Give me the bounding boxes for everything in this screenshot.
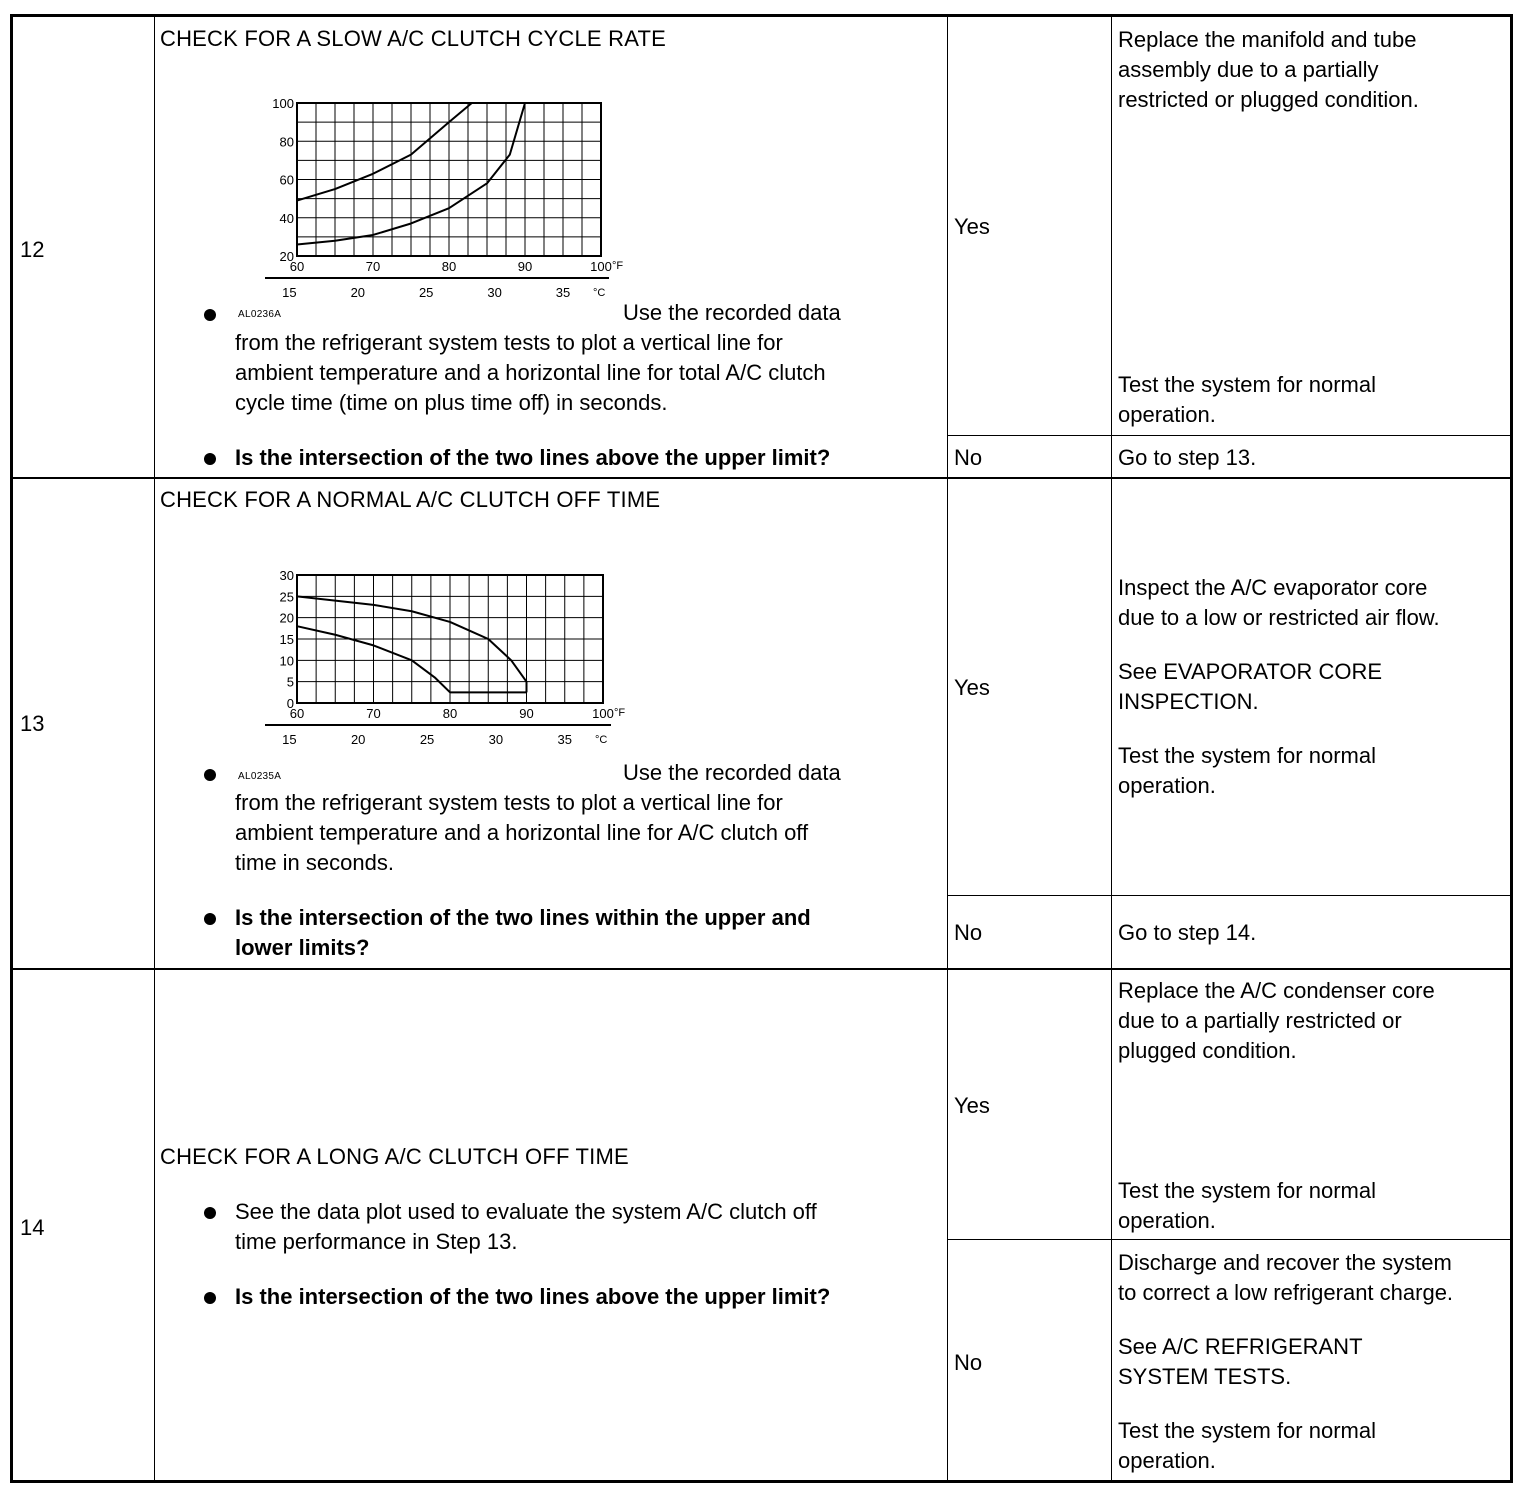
x-tick-label-f: 70	[366, 706, 381, 721]
step-number: 14	[20, 1215, 45, 1240]
question-line: Is the intersection of the two lines within the upper and	[235, 905, 811, 930]
y-tick-label: 60	[279, 172, 294, 188]
yes-label: Yes	[954, 214, 990, 239]
figure-id: AL0235A	[238, 771, 282, 782]
bullet	[204, 769, 216, 781]
yes-no-divider-14	[947, 1239, 1510, 1240]
y-tick-label: 30	[279, 568, 294, 583]
see-reference-line: INSPECTION.	[1118, 689, 1259, 714]
x-tick-label-c: 20	[350, 732, 366, 747]
x-tick-label-f: 60	[289, 706, 305, 721]
yes-action-line: Replace the manifold and tube	[1118, 27, 1417, 52]
series-line-upper-limit	[297, 103, 502, 201]
yes-action-line: plugged condition.	[1118, 1038, 1297, 1063]
step-question: Is the intersection of the two lines above the upper limit?	[235, 445, 831, 470]
x-unit-c: °C	[595, 734, 608, 746]
yes-action	[1118, 25, 1419, 115]
x-unit-f: °F	[614, 707, 626, 719]
yes-test-line: Test the system for normal	[1118, 372, 1376, 397]
no-action	[1118, 1248, 1453, 1476]
x-tick-label-f: 90	[517, 259, 533, 274]
bullet	[204, 309, 216, 321]
yes-test	[1118, 1176, 1376, 1236]
instruction-line: cycle time (time on plus time off) in seconds.	[235, 390, 668, 415]
y-tick-label: 40	[279, 210, 294, 226]
yes-action	[1118, 976, 1435, 1066]
normal-clutch-off-chart	[247, 568, 626, 749]
no-action-line: Discharge and recover the system	[1118, 1250, 1452, 1275]
yes-test-line: Test the system for normal	[1118, 1178, 1376, 1203]
col-divider-3	[1111, 17, 1112, 1480]
yes-action-line: Replace the A/C condenser core	[1118, 978, 1435, 1003]
yes-action-line: assembly due to a partially	[1118, 57, 1379, 82]
x-tick-label-f: 100	[590, 259, 612, 274]
slow-clutch-cycle-chart	[247, 96, 624, 309]
instruction-text	[235, 328, 925, 418]
x-tick-label-f: 60	[289, 259, 305, 274]
step-question	[235, 903, 925, 963]
yes-test-line: Test the system for normal	[1118, 743, 1376, 768]
instruction-line: from the refrigerant system tests to plot a vertical line for	[235, 790, 783, 815]
no-label: No	[954, 445, 983, 470]
x-tick-label-c: 15	[282, 732, 297, 747]
yes-action-line: due to a partially restricted or	[1118, 1008, 1402, 1033]
instruction-line-1: Use the recorded data	[623, 760, 841, 785]
step-number: 12	[20, 237, 45, 262]
see-reference-line: SYSTEM TESTS.	[1118, 1364, 1292, 1389]
step-title: CHECK FOR A NORMAL A/C CLUTCH OFF TIME	[160, 487, 661, 512]
x-unit-f: °F	[612, 260, 624, 272]
y-tick-label: 100	[272, 96, 294, 111]
y-tick-label: 15	[279, 632, 294, 647]
diagnostic-table	[10, 14, 1513, 1483]
figure-id: AL0236A	[238, 309, 282, 320]
no-action-line: to correct a low refrigerant charge.	[1118, 1280, 1454, 1305]
x-tick-label-c: 30	[488, 732, 504, 747]
x-tick-label-f: 80	[441, 259, 457, 274]
y-tick-label: 80	[279, 134, 294, 150]
see-reference-line: See EVAPORATOR CORE	[1118, 659, 1383, 684]
bullet	[204, 453, 216, 465]
x-tick-label-f: 100	[592, 706, 614, 721]
y-tick-label: 20	[279, 610, 294, 626]
question-line: lower limits?	[235, 935, 370, 960]
bullet	[204, 1292, 216, 1304]
x-tick-label-f: 80	[442, 706, 458, 721]
instruction-line-1: Use the recorded data	[623, 300, 841, 325]
instruction-line: See the data plot used to evaluate the system A/C clutch off	[235, 1199, 817, 1224]
instruction-line: ambient temperature and a horizontal line for total A/C clutch	[235, 360, 826, 385]
x-tick-label-c: 25	[418, 285, 434, 300]
step-title: CHECK FOR A LONG A/C CLUTCH OFF TIME	[160, 1144, 629, 1169]
yes-test-line: operation.	[1118, 1208, 1216, 1233]
no-test-line: operation.	[1118, 1448, 1216, 1473]
step-number: 13	[20, 711, 45, 736]
no-label: No	[954, 920, 983, 945]
no-test-line: Test the system for normal	[1118, 1418, 1376, 1443]
yes-action-line: due to a low or restricted air flow.	[1118, 605, 1440, 630]
x-tick-label-c: 35	[555, 285, 571, 300]
yes-test-line: operation.	[1118, 773, 1216, 798]
instruction-line: time in seconds.	[235, 850, 394, 875]
instruction-text	[235, 788, 925, 878]
y-tick-label: 0	[286, 696, 294, 711]
x-tick-label-f: 90	[519, 706, 534, 721]
col-divider-2	[947, 17, 948, 1480]
x-tick-label-c: 30	[487, 285, 502, 300]
y-tick-label: 25	[279, 589, 294, 605]
yes-no-divider-13	[947, 895, 1510, 896]
y-tick-label: 5	[286, 674, 294, 690]
bullet	[204, 1207, 216, 1219]
yes-test	[1118, 370, 1376, 430]
y-tick-label: 20	[279, 249, 294, 264]
see-reference-line: See A/C REFRIGERANT	[1118, 1334, 1363, 1359]
row-divider-13-14	[13, 968, 1510, 970]
no-action: Go to step 14.	[1118, 920, 1257, 945]
x-tick-label-f: 70	[365, 259, 381, 274]
yes-action	[1118, 573, 1440, 801]
instruction-line: time performance in Step 13.	[235, 1229, 518, 1254]
instruction-line: ambient temperature and a horizontal line for A/C clutch off	[235, 820, 809, 845]
no-action: Go to step 13.	[1118, 445, 1257, 470]
yes-action-line: restricted or plugged condition.	[1118, 87, 1419, 112]
no-label: No	[954, 1350, 983, 1375]
yes-label: Yes	[954, 1093, 990, 1118]
yes-no-divider-12	[947, 435, 1510, 436]
yes-action-line: Inspect the A/C evaporator core	[1118, 575, 1428, 600]
x-tick-label-c: 25	[419, 732, 435, 747]
bullet	[204, 913, 216, 925]
yes-test-line: operation.	[1118, 402, 1216, 427]
instruction-line: from the refrigerant system tests to plot a vertical line for	[235, 330, 783, 355]
yes-label: Yes	[954, 675, 990, 700]
col-divider-1	[154, 17, 155, 1480]
y-tick-label: 10	[279, 653, 294, 669]
x-tick-label-c: 35	[557, 732, 572, 747]
x-tick-label-c: 15	[282, 285, 297, 300]
step-question: Is the intersection of the two lines above the upper limit?	[235, 1284, 831, 1309]
x-unit-c: °C	[593, 287, 606, 299]
x-tick-label-c: 20	[350, 285, 366, 300]
instruction-text	[235, 1197, 925, 1257]
row-divider-12-13	[13, 477, 1510, 479]
step-title: CHECK FOR A SLOW A/C CLUTCH CYCLE RATE	[160, 26, 666, 51]
